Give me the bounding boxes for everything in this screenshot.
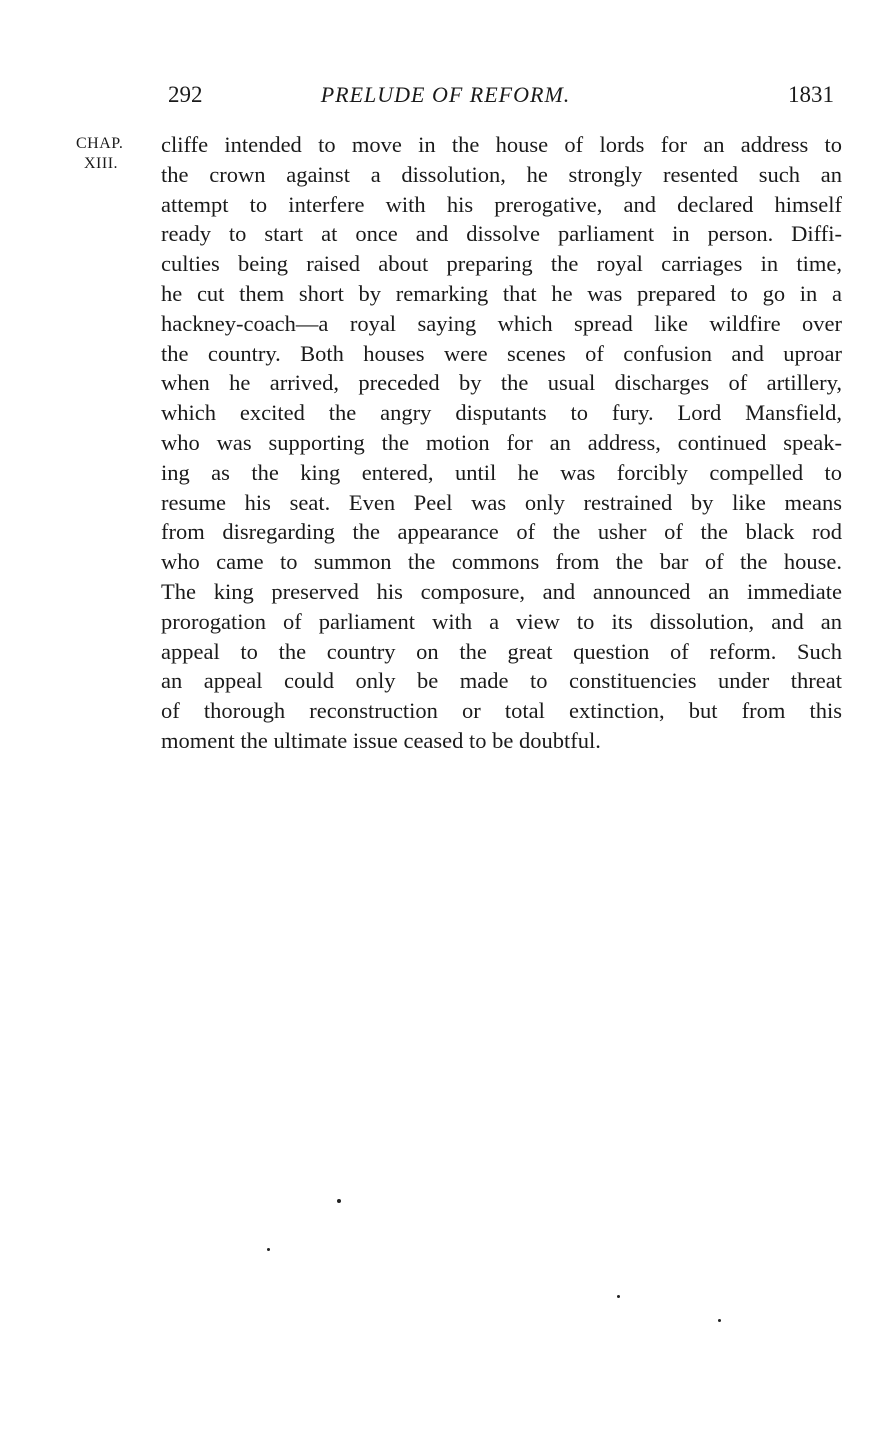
text-line: ready to start at once and dissolve parliament in person. Diffi- — [161, 221, 842, 247]
text-line: when he arrived, preceded by the usual discharges of artillery, — [161, 370, 842, 396]
text-line: attempt to interfere with his prerogative, and declared himself — [161, 191, 842, 217]
chapter-margin-note — [76, 134, 123, 174]
text-line: the country. Both houses were scenes of confusion and uproar — [161, 340, 842, 366]
text-line: resume his seat. Even Peel was only restrained by like means — [161, 489, 842, 515]
print-speck — [337, 1199, 341, 1203]
text-line: who came to summon the commons from the bar of the house. — [161, 549, 842, 575]
text-line: cliffe intended to move in the house of lords for an address to — [161, 132, 842, 157]
text-line: of thorough reconstruction or total extinction, but from this — [161, 698, 842, 724]
text-line: prorogation of parliament with a view to its dissolution, and an — [161, 608, 842, 634]
text-line: the crown against a dissolution, he strongly resented such an — [161, 161, 842, 187]
text-line: who was supporting the motion for an address, continued speak- — [161, 429, 842, 455]
text-line: which excited the angry disputants to fury. Lord Mansfield, — [161, 400, 842, 426]
text-line: ing as the king entered, until he was forcibly compelled to — [161, 459, 842, 485]
text-line: appeal to the country on the great question of reform. Such — [161, 638, 842, 664]
text-line: moment the ultimate issue ceased to be doubtful. — [161, 727, 601, 753]
text-line: The king preserved his composure, and announced an immediate — [161, 578, 842, 604]
text-line: from disregarding the appearance of the usher of the black rod — [161, 519, 842, 545]
body-text — [161, 130, 842, 756]
text-line: an appeal could only be made to constituencies under threat — [161, 668, 842, 694]
page-number: 292 — [168, 82, 203, 107]
print-speck — [718, 1319, 721, 1322]
chapter-number: XIII. — [84, 155, 119, 172]
print-speck — [617, 1295, 620, 1298]
print-speck — [267, 1248, 270, 1251]
text-line: hackney-coach—a royal saying which spread like wildfire over — [161, 310, 842, 336]
running-title: PRELUDE OF REFORM. — [320, 82, 571, 107]
text-line: culties being raised about preparing the royal carriages in time, — [161, 251, 842, 277]
text-line: he cut them short by remarking that he was prepared to go in a — [161, 280, 842, 306]
chapter-label: CHAP. — [76, 135, 124, 152]
header-year: 1831 — [788, 82, 834, 107]
